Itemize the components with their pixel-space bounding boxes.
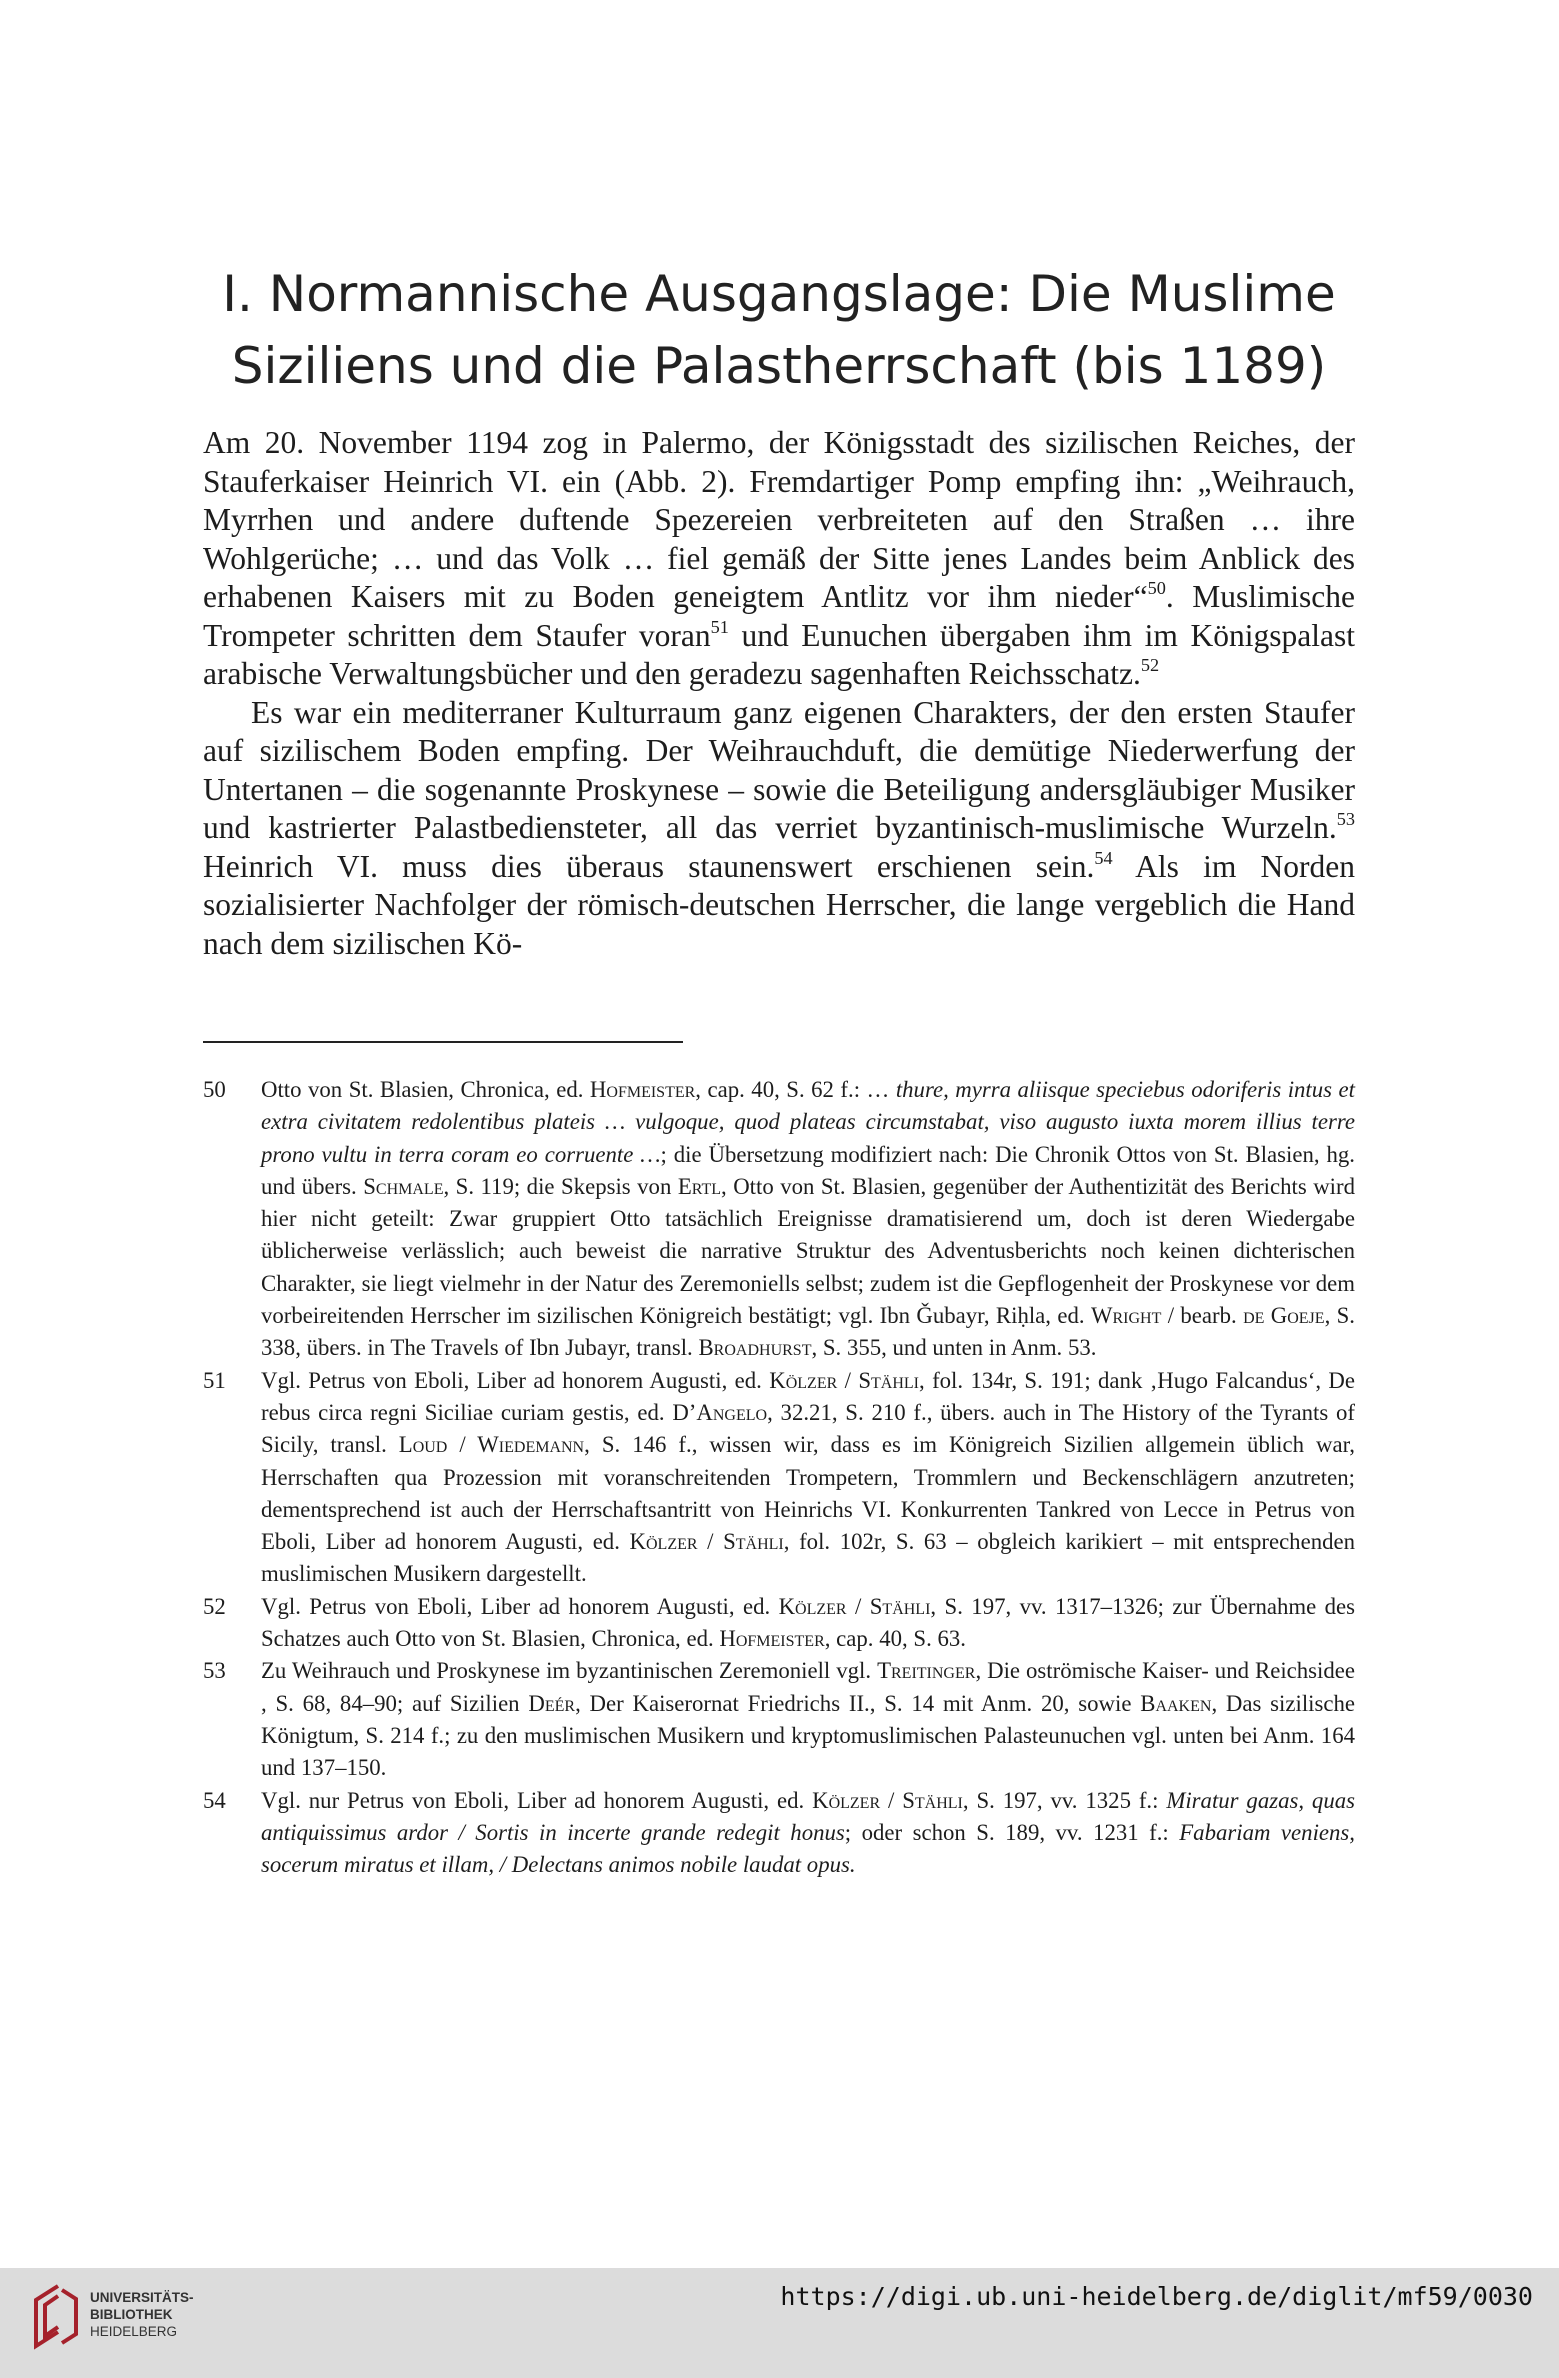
body-text — [203, 424, 1355, 963]
author-name: Schmale — [363, 1173, 444, 1199]
author-name: Deér — [528, 1690, 576, 1716]
footnote-text: Otto von St. Blasien, Chronica, ed. — [261, 1077, 590, 1102]
footnote-ref-51[interactable]: 51 — [710, 616, 729, 637]
footnote-text: ; oder schon S. 189, vv. 1231 f.: — [844, 1819, 1180, 1845]
footnote-51 — [203, 1365, 1355, 1591]
footnote-text: , S. 338, übers. in The Travels of Ibn Jubayr, transl. — [261, 1303, 1355, 1361]
paragraph-2 — [203, 694, 1355, 964]
footnote-number: 53 — [203, 1658, 226, 1684]
logo-line-3: HEIDELBERG — [90, 2324, 178, 2339]
chapter-title-line-1: I. Normannische Ausgangslage: Die Muslime — [222, 265, 1336, 323]
paragraph-text: . Muslimische Trompeter schritten dem Staufer voran — [203, 579, 1355, 653]
footnote-text: , S. 197, vv. 1325 f.: — [962, 1787, 1167, 1813]
author-name: Ertl — [677, 1173, 722, 1199]
author-name: Broadhurst — [698, 1335, 812, 1361]
author-name: Baaken — [1140, 1690, 1212, 1716]
logo-bracket-right — [62, 2290, 76, 2343]
paragraph-text: Am 20. November 1194 zog in Palermo, der Königsstadt des sizilischen Reiches, der Stauferkaiser Heinrich VI. ein (Abb. 2). Fremdartiger Pomp empfing ihn: „Weihrauch, Myrrhen und andere duftende Spezereien verbreiteten auf den Straßen … ihre Wohlgerüche; … und das Volk … fiel gemäß der Sitte jenes Landes beim Anblick des erhabenen Kaisers mit zu Boden geneigtem Antlitz vor ihm nieder“ — [203, 425, 1355, 614]
chapter-title-line-2: Siziliens und die Palastherrschaft (bis 1189) — [231, 337, 1327, 395]
author-name: Hofmeister — [589, 1077, 696, 1102]
latin-quote: thure, myrra aliisque speciebus odoriferis intus et extra civitatem redolentibus plateis … vulgoque, quod plateas circumstabat, viso augusto iuxta morem illius terre prono vultu in terra coram eo corruente … — [261, 1077, 1355, 1167]
footnote-number: 50 — [203, 1077, 226, 1102]
footnote-separator — [203, 1041, 683, 1043]
paragraph-1 — [203, 424, 1355, 694]
author-name: Kölzer / Stähli — [629, 1529, 784, 1555]
paragraph-text: Es war ein mediterraner Kulturraum ganz eigenen Charakters, der den ersten Staufer auf sizilischem Boden empfing. Der Weihrauchduft, die demütige Niederwerfung der Untertanen – die sogenannte Proskynese – sowie die Beteiligung andersgläubiger Musiker und kastrierter Palastbediensteter, all das verriet byzantinisch-muslimische Wurzeln. — [203, 694, 1355, 845]
footnote-text: , 32.21, S. 210 f., übers. auch in The History of the Tyrants of Sicily, transl. — [261, 1399, 1355, 1458]
logo-line-2: BIBLIOTHEK — [90, 2307, 173, 2322]
author-name: Loud / Wiedemann — [398, 1432, 585, 1458]
footnote-text: , Der Kaiserornat Friedrichs II., S. 14 mit Anm. 20, sowie — [575, 1690, 1141, 1716]
author-name: Treitinger — [877, 1658, 976, 1684]
footnotes — [203, 1074, 1355, 1881]
author-name: Kölzer / Stähli — [769, 1367, 919, 1393]
paragraph-text: und Eunuchen übergaben ihm im Königspalast arabische Verwaltungsbücher und den geradezu sagenhaften Reichsschatz. — [203, 617, 1355, 691]
footnote-ref-54[interactable]: 54 — [1094, 847, 1113, 868]
permalink-url[interactable]: https://digi.ub.uni-heidelberg.de/diglit/mf59/0030 — [780, 2282, 1533, 2311]
footnote-text: Vgl. Petrus von Eboli, Liber ad honorem Augusti, ed. — [261, 1593, 779, 1619]
author-name: Kölzer / Stähli — [778, 1593, 931, 1619]
footnote-50 — [203, 1074, 1355, 1365]
footnote-text: , cap. 40, S. 62 f.: … — [695, 1077, 896, 1102]
paragraph-text: Als im Norden sozialisierter Nachfolger der römisch-deutschen Herrscher, die lange vergeblich die Hand nach dem sizilischen Kö- — [203, 848, 1355, 961]
footnote-text: , fol. 134r, S. 191; dank ‚Hugo Falcandus‘, De rebus circa regni Siciliae curiam gestis, ed. D’ — [261, 1367, 1356, 1425]
footnote-54 — [203, 1785, 1355, 1882]
footnote-52 — [203, 1591, 1355, 1656]
footnote-text: , S. 355, und unten in Anm. 53. — [811, 1335, 1097, 1361]
footnote-ref-50[interactable]: 50 — [1147, 578, 1166, 599]
footnote-text: Vgl. nur Petrus von Eboli, Liber ad honorem Augusti, ed. — [261, 1787, 813, 1813]
footnote-text: Vgl. Petrus von Eboli, Liber ad honorem Augusti, ed. — [261, 1367, 770, 1393]
library-logo-text[interactable] — [90, 2289, 194, 2340]
author-name: Kölzer / Stähli — [812, 1787, 963, 1813]
author-name: de Goeje — [1243, 1303, 1325, 1329]
footnote-text: , Otto von St. Blasien, gegenüber der Authentizität des Berichts wird hier nicht geteilt: Zwar gruppiert Otto tatsächlich Ereignisse dramatisierend um, doch ist deren Wiedergabe üblicherweise verlässlich; auch beweist die narrative Struktur des Adventusberichts noch keinen dichterischen Charakter, sie liegt vielmehr in der Natur des Zeremoniells selbst; zudem ist die Gepflogenheit der Proskynese vor dem vorbeireitenden Herrscher im sizilischen Königreich bestätigt; vgl. Ibn Ǧubayr, Riḥla, ed. — [261, 1173, 1355, 1329]
footnote-text: , cap. 40, S. 63. — [824, 1626, 966, 1652]
footnote-text: , S. 119; die Skepsis von — [443, 1173, 678, 1199]
footnote-number: 52 — [203, 1593, 226, 1619]
footnote-text: ; die Übersetzung modifiziert nach: Die Chronik Ottos von St. Blasien, hg. und übers. — [261, 1141, 1355, 1199]
logo-bracket-inner — [45, 2296, 58, 2336]
footnote-text: / bearb. — [1161, 1303, 1244, 1329]
latin-quote: Miratur gazas, quas antiquissimus ardor / Sortis in incerte grande redegit honus — [261, 1787, 1355, 1845]
footnote-53 — [203, 1655, 1355, 1784]
footnote-text: , fol. 102r, S. 63 – obgleich karikiert – mit entsprechenden muslimischen Musikern dargestellt. — [261, 1529, 1356, 1587]
footnote-ref-53[interactable]: 53 — [1336, 809, 1355, 830]
author-name: Angelo — [696, 1399, 768, 1425]
footnote-number: 51 — [203, 1367, 226, 1393]
logo-line-1: UNIVERSITÄTS- — [90, 2290, 194, 2305]
chapter-title — [203, 258, 1355, 402]
library-logo-icon[interactable] — [28, 2280, 82, 2352]
author-name: Hofmeister — [719, 1626, 825, 1652]
footnote-text: , Die oströmische Kaiser- und Reichsidee , S. 68, 84–90; auf Sizilien — [261, 1658, 1356, 1716]
footnote-text: , Das sizilische Königtum, S. 214 f.; zu den muslimischen Musikern und kryptomuslimischen Palasteunuchen vgl. unten bei Anm. 164 und 137–150. — [261, 1690, 1355, 1781]
paragraph-text: Heinrich VI. muss dies überaus staunenswert erschienen sein. — [203, 848, 1095, 884]
latin-quote: Fabariam veniens, socerum miratus et illam, / Delectans animos nobile laudat opus. — [261, 1819, 1355, 1878]
footnote-text: , S. 197, vv. 1317–1326; zur Übernahme des Schatzes auch Otto von St. Blasien, Chronica, ed. — [261, 1593, 1355, 1652]
footnote-ref-52[interactable]: 52 — [1140, 655, 1160, 676]
footnote-number: 54 — [203, 1787, 226, 1813]
footnote-text: Zu Weihrauch und Proskynese im byzantinischen Zeremoniell vgl. — [261, 1658, 878, 1684]
footnote-text: , S. 146 f., wissen wir, dass es im Königreich Sizilien allgemein üblich war, Herrschaften qua Prozession mit voranschreitenden Trompetern, Trommlern und Beckenschlägern anzutreten; dementsprechend ist auch der Herrschaftsantritt von Heinrichs VI. Konkurrenten Tankred von Lecce in Petrus von Eboli, Liber ad honorem Augusti, ed. — [261, 1432, 1355, 1555]
author-name: Wright — [1090, 1303, 1162, 1329]
